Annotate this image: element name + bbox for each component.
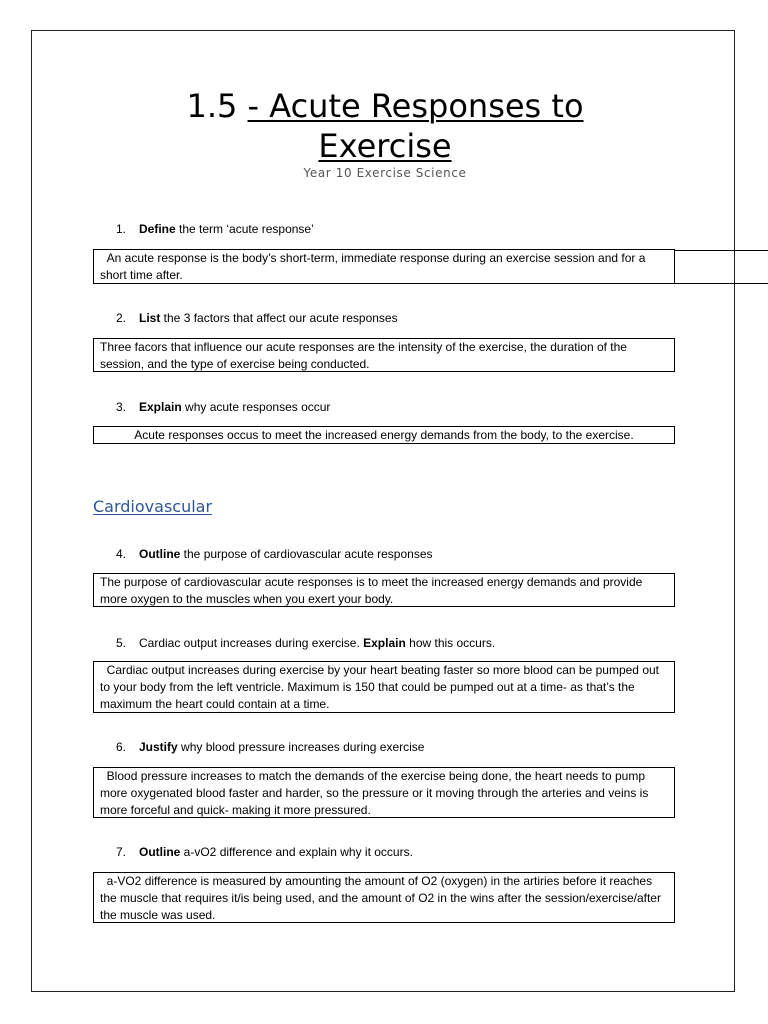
answer-side-cell (674, 250, 768, 284)
answer-box-6[interactable]: Blood pressure increases to match the demands of the exercise being done, the heart needs to pump more oxygenated blood faster and harder, so the pressure or it moving through the arteries and veins is more forceful and quick- making it more pressured. (93, 767, 675, 818)
question-keyword: List (139, 311, 161, 325)
question-keyword: Justify (139, 740, 178, 754)
question-7 (116, 844, 413, 860)
section-heading-cardiovascular: Cardiovascular (93, 497, 213, 516)
question-text: a-vO2 difference and explain why it occurs. (180, 845, 413, 859)
question-text: why acute responses occur (181, 400, 331, 414)
question-3 (116, 399, 330, 415)
question-text: the purpose of cardiovascular acute responses (180, 547, 433, 561)
question-6 (116, 739, 424, 755)
question-number: 1. (116, 222, 127, 236)
answer-box-3[interactable]: Acute responses occus to meet the increased energy demands from the body, to the exercise. (93, 426, 675, 444)
title-number: 1.5 (186, 87, 238, 125)
question-keyword: Explain (139, 400, 182, 414)
question-5 (116, 635, 495, 651)
question-1 (116, 221, 314, 237)
question-text: why blood pressure increases during exercise (177, 740, 425, 754)
answer-box-5[interactable]: Cardiac output increases during exercise by your heart beating faster so more blood can be pumped out to your body from the left ventricle. Maximum is 150 that could be pumped out at a time- as that’s the maximum the heart could contain at a time. (93, 661, 675, 713)
question-keyword: Explain (363, 636, 406, 650)
answer-box-4[interactable]: The purpose of cardiovascular acute responses is to meet the increased energy demands and provide more oxygen to the muscles when you exert your body. (93, 573, 675, 607)
question-4 (116, 546, 433, 562)
question-number: 7. (116, 845, 127, 859)
question-keyword: Outline (139, 845, 181, 859)
page-title (120, 86, 650, 166)
question-text: the term ‘acute response’ (175, 222, 314, 236)
title-text-line1: - Acute Responses to (247, 87, 584, 125)
question-number: 2. (116, 311, 127, 325)
answer-box-7[interactable]: a-VO2 difference is measured by amounting the amount of O2 (oxygen) in the artiries before it reaches the muscle that requires it/is being used, and the amount of O2 in the wins after the session/exercise/after the muscle was used. (93, 872, 675, 923)
question-text-before: Cardiac output increases during exercise. (139, 636, 364, 650)
question-text: the 3 factors that affect our acute responses (160, 311, 398, 325)
answer-box-1[interactable]: An acute response is the body’s short-term, immediate response during an exercise session and for a short time after. (93, 249, 675, 284)
question-number: 3. (116, 400, 127, 414)
question-text: how this occurs. (405, 636, 496, 650)
question-number: 6. (116, 740, 127, 754)
question-number: 4. (116, 547, 127, 561)
title-text-line2: Exercise (318, 127, 452, 165)
question-2 (116, 310, 398, 326)
answer-box-2[interactable]: Three facors that influence our acute responses are the intensity of the exercise, the duration of the session, and the type of exercise being conducted. (93, 338, 675, 372)
question-keyword: Define (139, 222, 176, 236)
subtitle: Year 10 Exercise Science (303, 166, 467, 180)
question-keyword: Outline (139, 547, 181, 561)
question-number: 5. (116, 636, 127, 650)
